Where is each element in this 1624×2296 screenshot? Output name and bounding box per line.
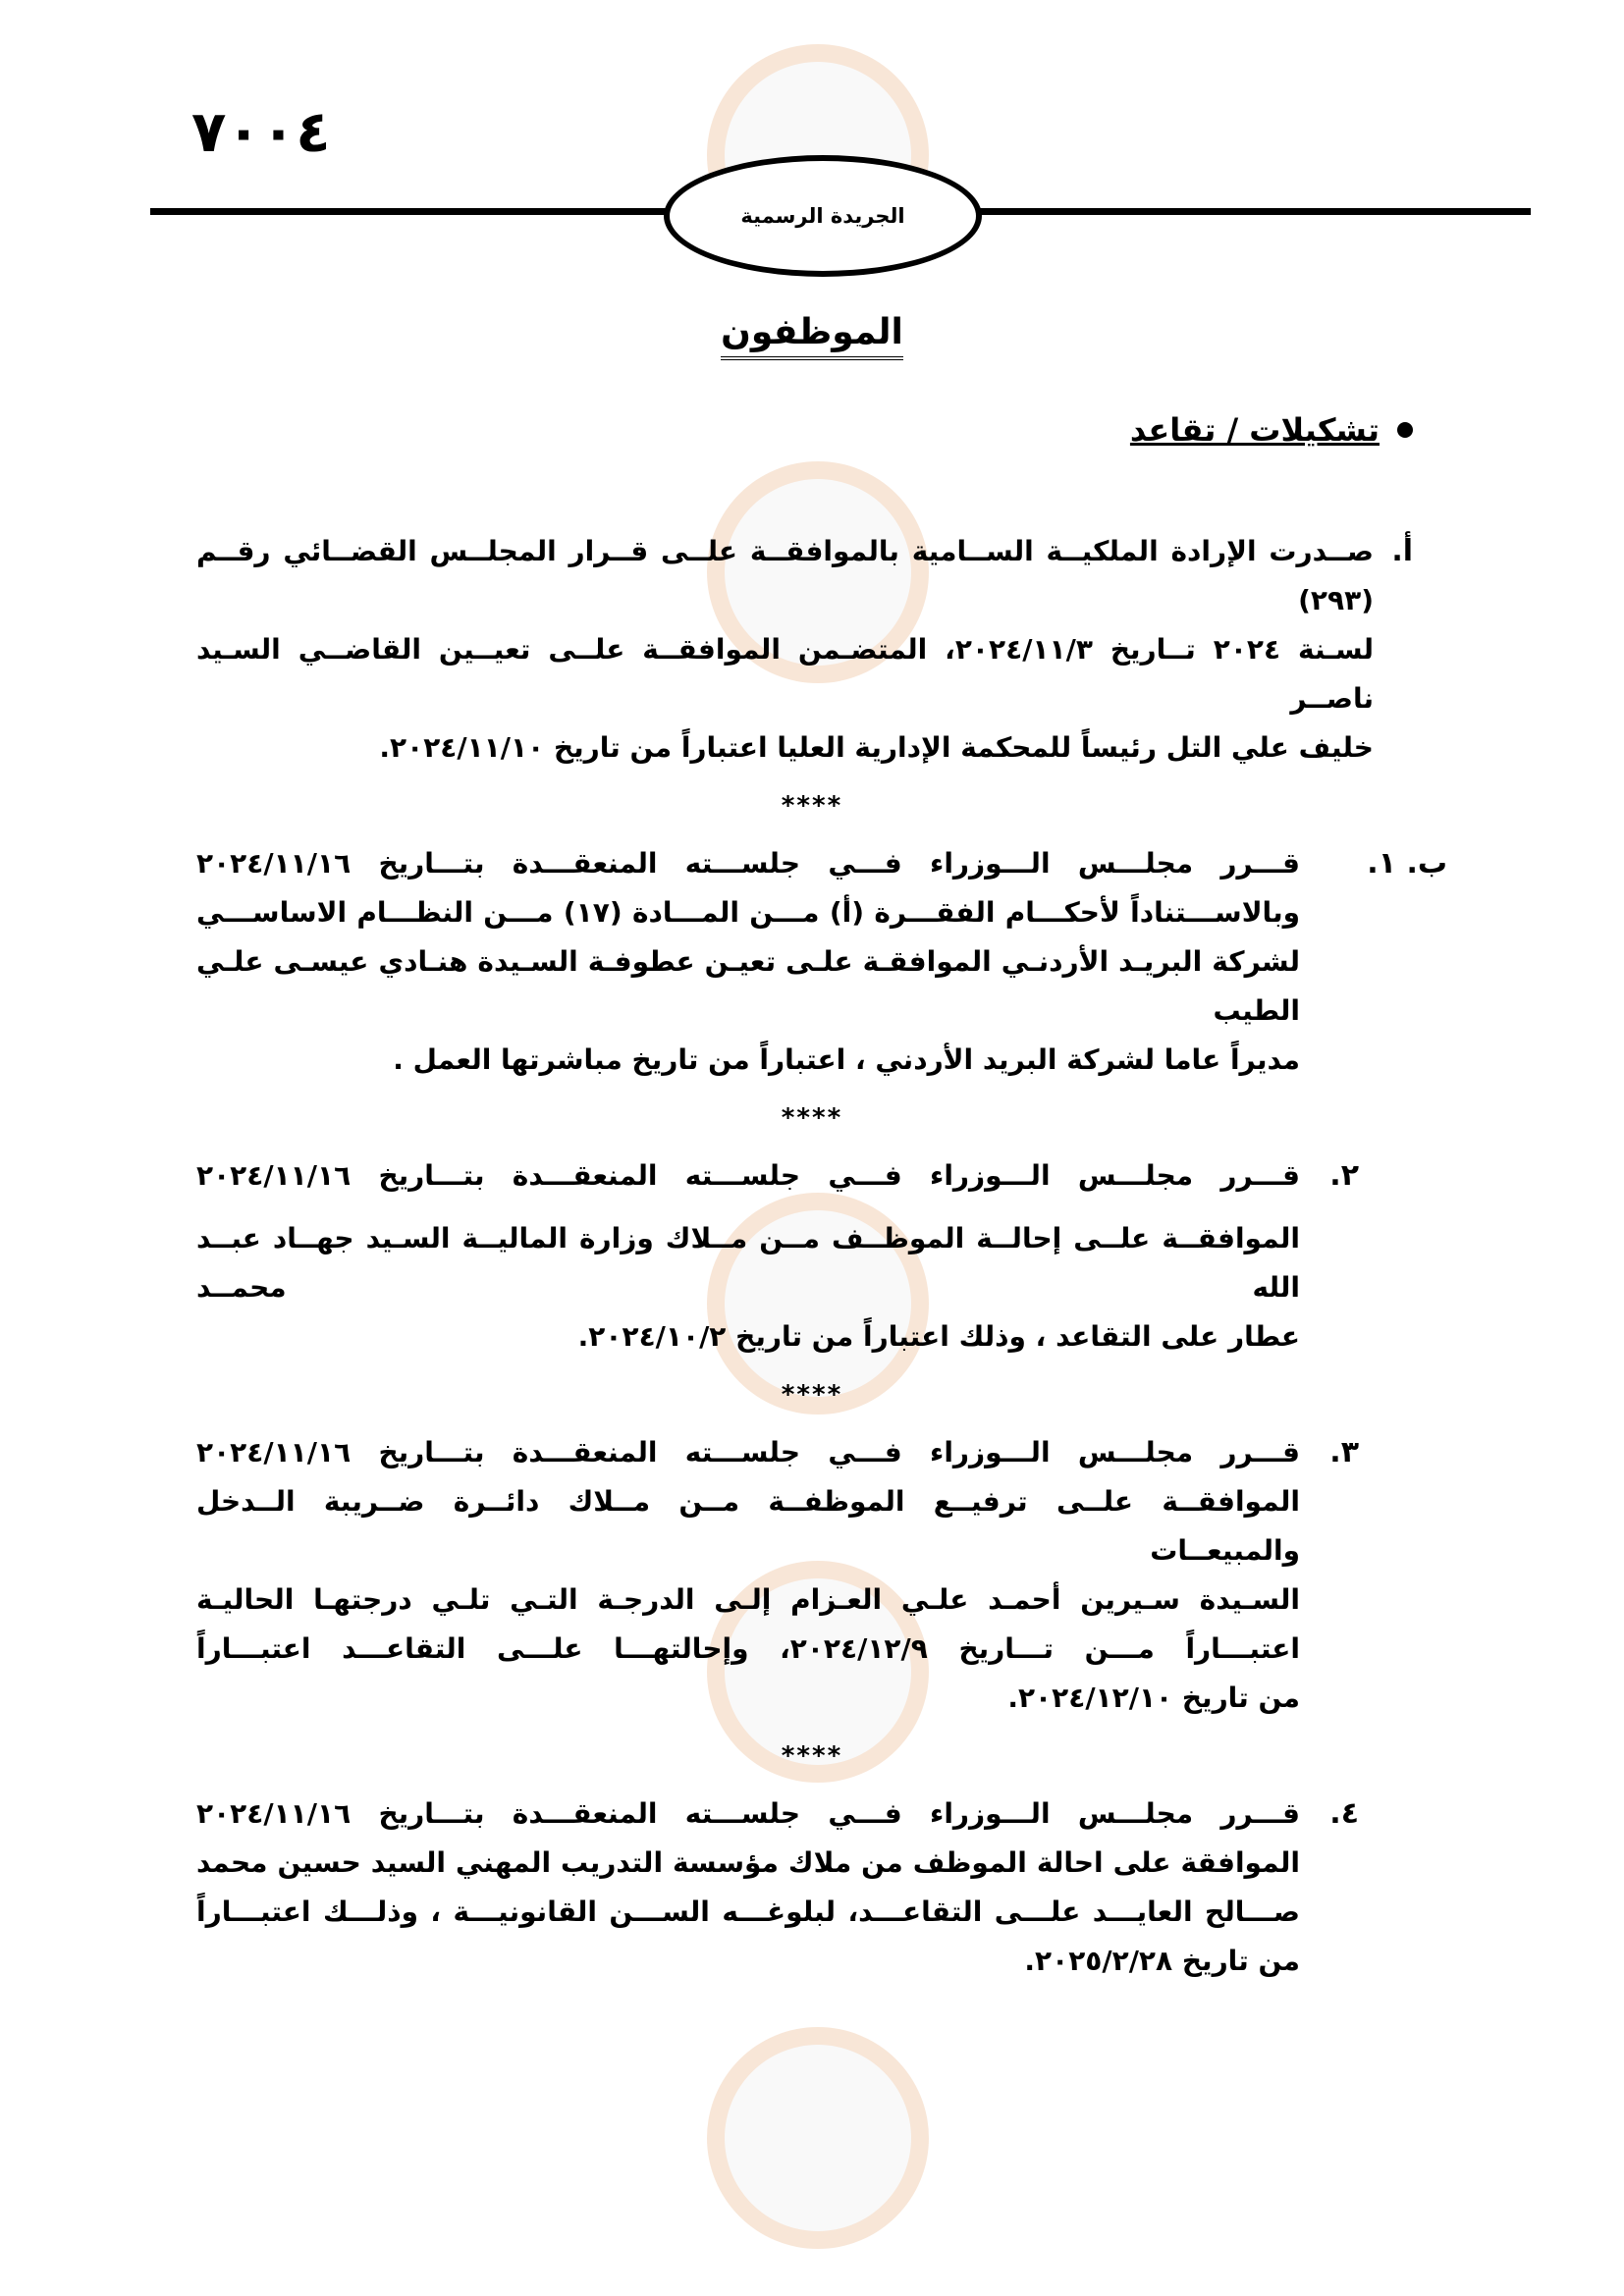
item-2-paragraph	[196, 1151, 1300, 1362]
item-2	[196, 1151, 1359, 1362]
item-4-paragraph	[196, 1789, 1300, 1986]
paragraph-line: قـــرر مجلـــس الـــوزراء فـــي جلســـته المنعقـــدة بتـــاريخ ٢٠٢٤/١١/١٦	[196, 1159, 1300, 1192]
separator: ****	[781, 1741, 843, 1771]
paragraph-line: اعتبـــاراً مـــن تـــاريخ ٢٠٢٤/١٢/٩، وإحالتهـــا علـــى التقاعـــد اعتبـــاراً	[196, 1632, 1300, 1665]
page-number: ٧٠٠٤	[191, 98, 331, 165]
paragraph-line: لسـنة ٢٠٢٤ تــاريخ ٢٠٢٤/١١/٣، المتضـمن الموافقــة علــى تعيــين القاضــي السـيد ناصــر	[196, 633, 1374, 715]
paragraph-line: صــدرت الإرادة الملكيــة الســامية بالموافقــة علــى قــرار المجلــس القضــائي رقــم (٢٩٣)	[196, 535, 1374, 616]
item-marker: ٣.	[1329, 1435, 1359, 1469]
item-a-paragraph	[196, 527, 1374, 773]
paragraph-line: صـــالح العايـــد علـــى التقاعـــد، لبلوغـــه الســـن القانونيـــة ، وذلـــك اعتبـــاراً	[196, 1896, 1300, 1928]
item-4	[196, 1789, 1359, 1986]
separator: ****	[781, 1103, 843, 1133]
paragraph-line: لشركة البريـد الأردنـي الموافقـة علـى تعيـن عطوفـة السـيدة هنـادي عيسـى علـي الطيب	[196, 945, 1300, 1027]
paragraph-line: وبالاســـتناداً لأحكـــام الفقـــرة (أ) مـــن المـــادة (١٧) مـــن النظـــام الاساســـي	[196, 896, 1300, 929]
paragraph-line: قـــرر مجلـــس الـــوزراء فـــي جلســـته المنعقـــدة بتـــاريخ ٢٠٢٤/١١/١٦	[196, 1797, 1300, 1830]
paragraph-line: من تاريخ ٢٠٢٤/١٢/١٠.	[1007, 1682, 1300, 1714]
separator: ****	[781, 1380, 843, 1410]
paragraph-line: قـــرر مجلـــس الـــوزراء فـــي جلســـته المنعقـــدة بتـــاريخ ٢٠٢٤/١١/١٦	[196, 1436, 1300, 1468]
section-title-text: الموظفون	[721, 312, 903, 360]
paragraph-line: من تاريخ ٢٠٢٥/٢/٢٨.	[1024, 1945, 1300, 1977]
bullet-icon	[1397, 422, 1413, 438]
item-b1-paragraph	[196, 839, 1300, 1085]
item-3-paragraph	[196, 1428, 1300, 1723]
header-label-text: الجريدة الرسمية	[740, 204, 905, 228]
watermark-clock-icon	[707, 2027, 929, 2249]
item-b1	[196, 839, 1447, 1085]
subsection-heading	[196, 411, 1413, 449]
paragraph-line: الموافقــة علــى إحالــة الموظــف مــن مــلاك وزارة الماليــة السـيد جهــاد عبــد الله محمــد	[196, 1222, 1300, 1304]
paragraph-line: خليف علي التل رئيساً للمحكمة الإدارية العليا اعتباراً من تاريخ ٢٠٢٤/١١/١٠.	[379, 731, 1374, 764]
item-marker: ب. ١.	[1367, 846, 1447, 881]
item-3	[196, 1428, 1359, 1723]
item-a	[196, 527, 1413, 773]
separator: ****	[781, 791, 843, 821]
item-marker: أ.	[1391, 534, 1413, 568]
paragraph-line: مديراً عاما لشركة البريد الأردني ، اعتباراً من تاريخ مباشرتها العمل .	[393, 1043, 1300, 1076]
paragraph-line: عطار على التقاعد ، وذلك اعتباراً من تاريخ ٢٠٢٤/١٠/٢.	[577, 1320, 1300, 1353]
paragraph-line: الموافقة على احالة الموظف من ملاك مؤسسة التدريب المهني السيد حسين محمد	[196, 1846, 1300, 1879]
subsection-heading-text: تشكيلات / تقاعد	[1129, 411, 1380, 449]
item-marker: ٤.	[1329, 1796, 1359, 1831]
paragraph-line: السـيدة سـيرين أحمـد علـي العـزام إلـى الدرجـة التـي تلـي درجتهـا الحاليـة	[196, 1583, 1300, 1616]
section-title	[196, 312, 1428, 352]
item-marker: ٢.	[1329, 1158, 1359, 1193]
paragraph-line: الموافقــة علــى ترفيــع الموظفــة مــن مــلاك دائــرة ضــريبة الــدخل والمبيعــات	[196, 1485, 1300, 1567]
paragraph-line: قـــرر مجلـــس الـــوزراء فـــي جلســـته المنعقـــدة بتـــاريخ ٢٠٢٤/١١/١٦	[196, 847, 1300, 880]
